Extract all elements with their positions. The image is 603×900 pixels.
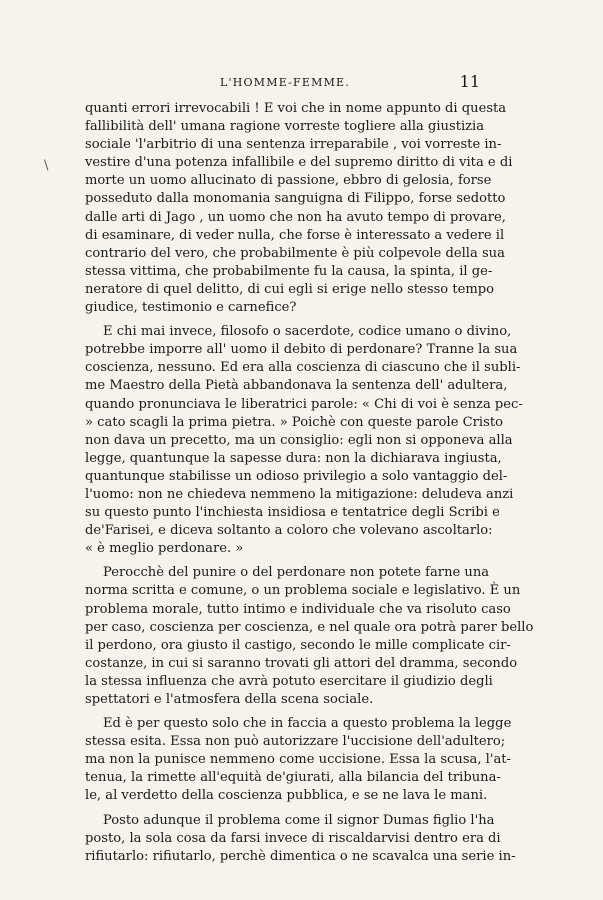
- text-line: de'Farisei, e diceva soltanto a coloro che volevano ascoltarlo:: [85, 523, 493, 539]
- text-line: non dava un precetto, ma un consiglio: egli non si opponeva alla: [85, 432, 513, 448]
- text-line: tenua, la rimette all'equità de'giurati, alla bilancia del tribuna-: [85, 770, 501, 786]
- text-line: ma non la punisce nemmeno come uccisione. Essa la scusa, l'at-: [85, 752, 511, 768]
- text-line: il perdono, ora giusto il castigo, secondo le mille complicate cir-: [85, 637, 511, 653]
- text-line: norma scritta e comune, o un problema sociale e legislativo. È un: [85, 583, 521, 599]
- paragraph: [85, 812, 516, 866]
- running-title: L'HOMME-FEMME.: [220, 76, 350, 89]
- page-number: 11: [459, 72, 480, 91]
- text-line: Perocchè del punire o del perdonare non potete farne una: [103, 565, 490, 581]
- text-line: spettatori e l'atmosfera della scena sociale.: [85, 692, 374, 707]
- text-line: di esaminare, di veder nulla, che forse è interessato a vedere il: [85, 227, 505, 243]
- text-line: contrario del vero, che probabilmente è più colpevole della sua: [85, 245, 505, 261]
- text-line: posseduto dalla monomania sanguigna di Filippo, forse sedotto: [85, 191, 506, 207]
- text-line: Posto adunque il problema come il signor Dumas figlio l'ha: [103, 812, 495, 828]
- paragraph: [85, 564, 534, 709]
- text-line: potrebbe imporre all' uomo il debito di perdonare? Tranne la sua: [85, 342, 518, 358]
- text-line: quando pronunciava le liberatrici parole: « Chi di voi è senza pec-: [85, 396, 523, 412]
- text-line: le, al verdetto della coscienza pubblica, e se ne lava le mani.: [85, 788, 488, 804]
- text-line: coscienza, nessuno. Ed era alla coscienza di ciascuno che il subli-: [85, 360, 521, 376]
- text-line: costanze, in cui si saranno trovati gli attori del dramma, secondo: [85, 655, 518, 671]
- text-line: vestire d'una potenza infallibile e del supremo diritto di vita e di: [85, 155, 513, 171]
- text-line: l'uomo: non ne chiedeva nemmeno la mitigazione: deludeva anzi: [85, 486, 514, 502]
- text-line: quantunque stabilisse un odioso privilegio a solo vantaggio del-: [85, 468, 508, 484]
- margin-mark: \: [44, 158, 49, 173]
- text-line: per caso, coscienza per coscienza, e nel quale ora potrà parer bello: [85, 619, 534, 635]
- text-line: dalle arti di Jago , un uomo che non ha avuto tempo di provare,: [85, 209, 506, 225]
- text-line: rifiutarlo: rifiutarlo, perchè dimentica o ne scavalca una serie in-: [85, 848, 516, 864]
- text-line: sociale 'l'arbitrio di una sentenza irreparabile , voi vorreste in-: [85, 137, 502, 153]
- text-line: neratore di quel delitto, di cui egli si erige nello stesso tempo: [85, 281, 495, 297]
- text-line: fallibilità dell' umana ragione vorreste togliere alla giustizia: [85, 119, 485, 135]
- body-text: [85, 100, 534, 866]
- text-line: giudice, testimonio e carnefice?: [85, 300, 297, 316]
- text-line: su questo punto l'inchiesta insidiosa e tentatrice degli Scribi e: [85, 505, 500, 521]
- text-line: posto, la sola cosa da farsi invece di riscaldarvisi dentro era di: [85, 830, 501, 846]
- text-line: Ed è per questo solo che in faccia a questo problema la legge: [103, 716, 512, 732]
- text-line: morte un uomo allucinato di passione, ebbro di gelosia, forse: [85, 173, 492, 189]
- text-line: legge, quantunque la sapesse dura: non la dichiarava ingiusta,: [85, 450, 502, 466]
- text-line: me Maestro della Pietà abbandonava la sentenza dell' adultera,: [85, 378, 508, 394]
- text-line: « è meglio perdonare. »: [85, 541, 244, 557]
- text-line: la stessa influenza che avrà potuto esercitare il giudizio degli: [85, 673, 493, 689]
- text-line: E chi mai invece, filosofo o sacerdote, codice umano o divino,: [103, 324, 512, 340]
- text-line: problema morale, tutto intimo e individuale che va risoluto caso: [85, 601, 511, 617]
- paragraph: [85, 100, 513, 317]
- page-header: [90, 72, 480, 92]
- text-line: stessa vittima, che probabilmente fu la causa, la spinta, il ge-: [85, 263, 493, 279]
- paragraph: [85, 715, 512, 805]
- paragraph: [85, 323, 523, 558]
- text-line: quanti errori irrevocabili ! E voi che in nome appunto di questa: [85, 101, 507, 116]
- text-line: » cato scagli la prima pietra. » Poichè con queste parole Cristo: [85, 414, 503, 430]
- text-line: stessa esita. Essa non può autorizzare l'uccisione dell'adultero;: [85, 734, 506, 750]
